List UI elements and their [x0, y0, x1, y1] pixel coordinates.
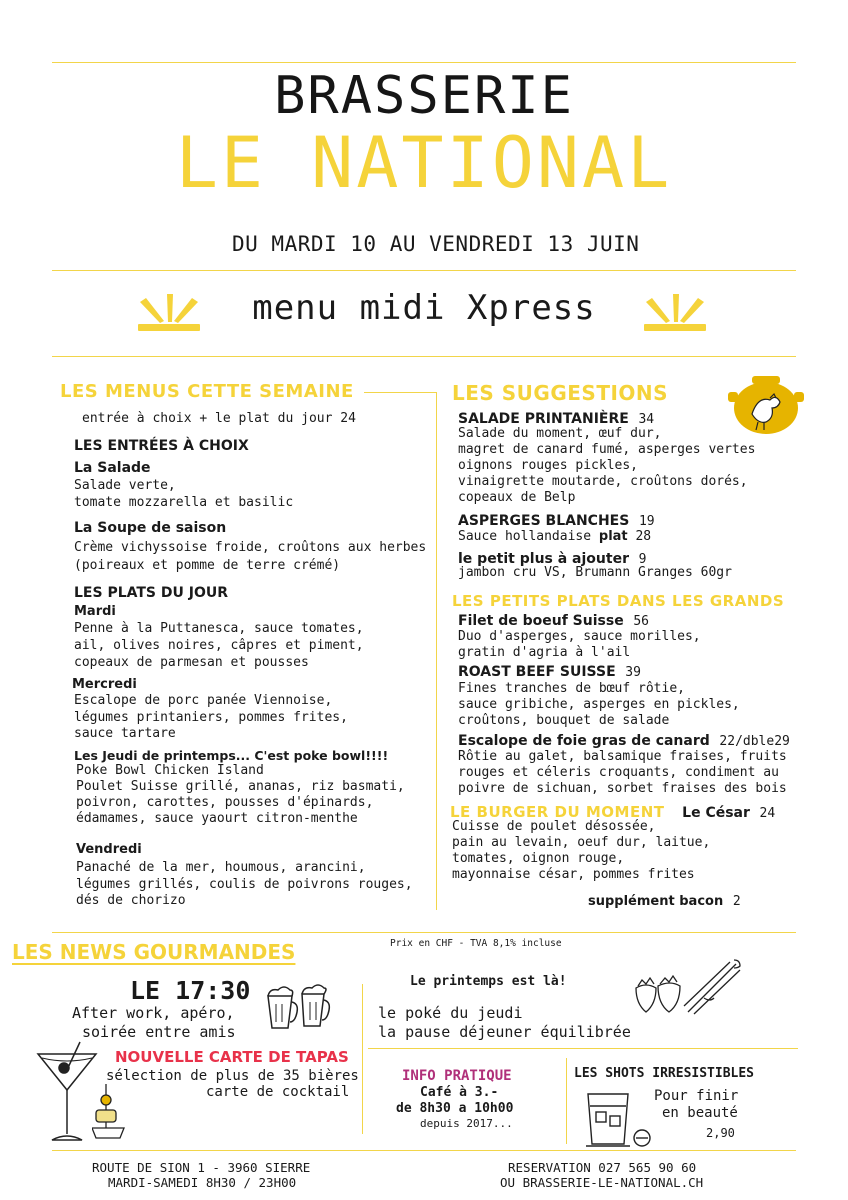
spring-line: le poké du jeudi [378, 1004, 523, 1022]
footer-website: OU BRASSERIE-LE-NATIONAL.CH [500, 1175, 704, 1190]
happy-hour-line: After work, apéro, [72, 1004, 235, 1022]
burger-name: Le César [682, 805, 750, 821]
suggestion-line: Salade du moment, œuf dur, [458, 426, 662, 441]
suggestion-line: copeaux de Belp [458, 490, 576, 505]
rooster-pot-icon [722, 368, 808, 442]
menu-formula-text: entrée à choix + le plat du jour [82, 411, 333, 426]
news-divider [52, 932, 796, 933]
plat-item-line: croûtons, bouquet de salade [458, 713, 670, 728]
burger-line: tomates, oignon rouge, [452, 851, 625, 866]
suggestion-item [458, 510, 655, 529]
entrees-title: LES ENTRÉES À CHOIX [74, 438, 249, 454]
burger-section-title: LE BURGER DU MOMENT [450, 803, 665, 821]
top-divider [52, 62, 796, 63]
suggestion-line: magret de canard fumé, asperges vertes [458, 442, 756, 457]
entree-name: La Soupe de saison [74, 520, 227, 536]
plat-item-name: Filet de boeuf Suisse [458, 613, 624, 629]
menu-formula-price: 24 [340, 411, 356, 426]
plat-item [458, 730, 790, 749]
menus-title-rule [364, 392, 436, 393]
shot-glass-icon [582, 1086, 660, 1152]
footer-hours: MARDI-SAMEDI 8H30 / 23H00 [108, 1175, 297, 1190]
entree-line: Crème vichyssoise froide, croûtons aux herbes [74, 540, 427, 555]
suggestion-price: 19 [638, 514, 655, 529]
asparagus-icon [682, 958, 746, 1016]
footer-reservation: RESERVATION 027 565 90 60 [508, 1160, 697, 1175]
shots-price: 2,90 [706, 1126, 735, 1140]
suggestion-name: SALADE PRINTANIÈRE [458, 411, 629, 427]
spring-line: la pause déjeuner équilibrée [378, 1023, 631, 1041]
info-small: depuis 2017... [420, 1117, 513, 1130]
shots-line: en beauté [662, 1105, 738, 1121]
plat-line: Escalope de porc panée Viennoise, [74, 693, 333, 708]
plat-item-line: poivre de sichuan, sorbet fraises des bois [458, 781, 787, 796]
plat-line: sauce tartare [74, 726, 176, 741]
menu-dates: DU MARDI 10 AU VENDREDI 13 JUIN [232, 232, 640, 256]
footer-address: ROUTE DE SION 1 - 3960 SIERRE [92, 1160, 311, 1175]
plat-label: plat [598, 529, 628, 544]
suggestion-line: jambon cru VS, Brumann Granges 60gr [458, 565, 732, 580]
happy-hour-title: LE 17:30 [130, 976, 251, 1005]
prices-note: Prix en CHF - TVA 8,1% incluse [390, 938, 562, 949]
suggestion-line: vinaigrette moutarde, croûtons dorés, [458, 474, 748, 489]
suggestion-line [458, 528, 651, 545]
plat-item-line: Fines tranches de bœuf rôtie, [458, 681, 685, 696]
plat-line: Poulet Suisse grillé, ananas, riz basmati, [76, 779, 405, 794]
plat-item-line: rouges et céleris croquants, condiment au [458, 765, 779, 780]
burger-extra-label: supplément bacon [588, 894, 724, 909]
plat-line: Panaché de la mer, houmous, arancini, [76, 860, 366, 875]
plat-line: légumes printaniers, pommes frites, [74, 710, 348, 725]
info-line: Café à 3.- [420, 1085, 499, 1100]
shots-title: LES SHOTS IRRESISTIBLES [574, 1066, 755, 1081]
plat-line: poivron, carottes, pousses d'épinards, [76, 795, 374, 810]
plat-item-price: 22/dble29 [719, 734, 790, 749]
plat-item [458, 661, 641, 680]
plat-price: 28 [635, 529, 652, 544]
tapas-skewer-icon [92, 1084, 132, 1140]
suggestion-price: 9 [638, 552, 647, 567]
header-divider [52, 270, 796, 271]
footer-divider [52, 1150, 796, 1151]
menus-section-title: LES MENUS CETTE SEMAINE [60, 381, 354, 402]
plat-line: dés de chorizo [76, 893, 186, 908]
plat-line: ail, olives noires, câpres et piment, [74, 638, 364, 653]
plat-item-line: Duo d'asperges, sauce morilles, [458, 629, 701, 644]
news-divider-vertical-2 [566, 1058, 567, 1144]
plat-line: Penne à la Puttanesca, sauce tomates, [74, 621, 364, 636]
menu-title: menu midi Xpress [252, 288, 596, 328]
title-divider [52, 356, 796, 357]
burger-extra-price: 2 [732, 894, 741, 909]
plat-line: légumes grillés, coulis de poivrons rouges, [76, 877, 413, 892]
plat-item-line: Rôtie au galet, balsamique fraises, fruits [458, 749, 787, 764]
petits-plats-section-title: LES PETITS PLATS DANS LES GRANDS [452, 592, 785, 610]
tapas-line: carte de cocktail [206, 1084, 350, 1100]
brand-name-line2: LE NATIONAL [175, 122, 673, 204]
plat-item-price: 56 [633, 614, 649, 629]
shots-line: Pour finir [654, 1088, 739, 1104]
suggestion-name: le petit plus à ajouter [458, 551, 629, 567]
plat-day: Vendredi [76, 842, 142, 857]
burger-line: pain au levain, oeuf dur, laitue, [452, 835, 711, 850]
news-divider-inner [368, 1048, 798, 1049]
plat-item-name: ROAST BEEF SUISSE [458, 664, 616, 680]
plat-item-line: gratin d'agria à l'ail [458, 645, 631, 660]
tapas-title: NOUVELLE CARTE DE TAPAS [115, 1048, 349, 1066]
news-section-title: LES NEWS GOURMANDES [12, 940, 296, 964]
plat-day: Les Jeudi de printemps... C'est poke bowl!!!! [74, 748, 389, 763]
plat-item-price: 39 [625, 665, 641, 680]
plat-line: copeaux de parmesan et pousses [74, 655, 309, 670]
burger-line: Cuisse de poulet désossée, [452, 819, 656, 834]
spring-title: Le printemps est là! [410, 974, 567, 989]
entree-line: (poireaux et pomme de terre crémé) [74, 558, 341, 573]
entree-line: tomate mozzarella et basilic [74, 495, 294, 510]
entree-line: Salade verte, [74, 478, 176, 493]
column-divider [436, 392, 437, 910]
plat-item-name: Escalope de foie gras de canard [458, 733, 710, 749]
info-title: INFO PRATIQUE [402, 1068, 512, 1084]
plat-line: édamames, sauce yaourt citron-menthe [76, 811, 358, 826]
entree-name: La Salade [74, 460, 151, 476]
plat-day: Mardi [74, 604, 116, 619]
tapas-line: sélection de plus de 35 bières [106, 1068, 359, 1084]
burger-extra [588, 890, 741, 909]
suggestion-price: 34 [638, 412, 655, 427]
burger-line: mayonnaise césar, pommes frites [452, 867, 695, 882]
burger-price: 24 [759, 806, 776, 821]
happy-hour-line: soirée entre amis [82, 1023, 236, 1041]
plats-title: LES PLATS DU JOUR [74, 585, 228, 601]
brand-name-line1: BRASSERIE [274, 66, 574, 126]
news-divider-vertical [362, 984, 363, 1134]
plat-line: Poke Bowl Chicken Island [76, 763, 264, 778]
suggestion-name: ASPERGES BLANCHES [458, 513, 630, 529]
info-line: de 8h30 a 10h00 [396, 1101, 514, 1116]
menu-formula [82, 410, 356, 427]
plat-item-line: sauce gribiche, asperges en pickles, [458, 697, 740, 712]
plat-day: Mercredi [72, 677, 137, 692]
plat-item [458, 610, 649, 629]
suggestions-section-title: LES SUGGESTIONS [452, 381, 669, 405]
suggestion-line: oignons rouges pickles, [458, 458, 639, 473]
suggestion-line-text: Sauce hollandaise [458, 529, 592, 544]
beer-mugs-icon [262, 984, 334, 1032]
